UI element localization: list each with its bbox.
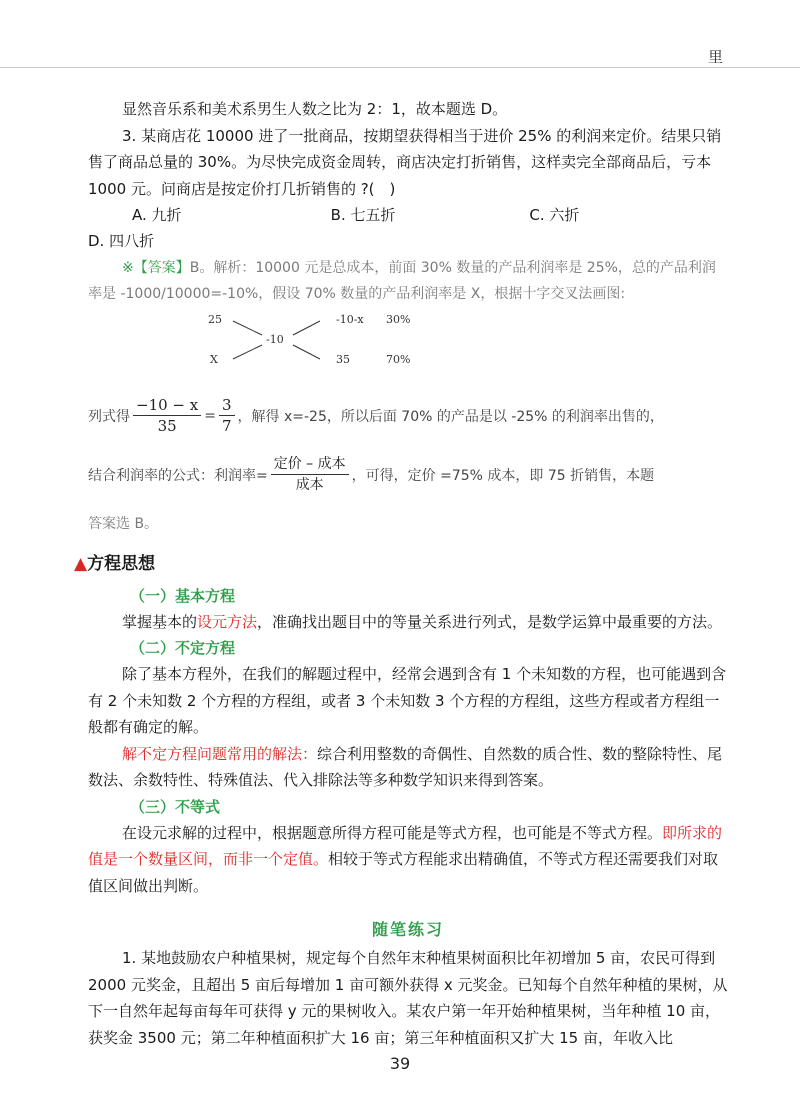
- question-3: 3. 某商店花 10000 进了一批商品，按期望获得相当于进价 25% 的利润来定价。结果只销售了商品总量的 30%。为尽快完成资金周转，商店决定打折销售，这样卖完全部商品后，亏本 1000 元。问商店是按定价打几折销售的 ?( ): [88, 126, 722, 198]
- page-number: 39: [389, 1054, 411, 1073]
- section-title: [74, 549, 728, 579]
- fraction-2-denominator: 7: [221, 417, 232, 435]
- option-c: C. 六折: [529, 206, 580, 224]
- fraction-2-numerator: 3: [219, 395, 235, 416]
- highlight-methods: 解不定方程问题常用的解法：: [122, 744, 318, 763]
- fraction-2: [219, 395, 235, 436]
- header-text: 里: [708, 48, 724, 66]
- option-b: B. 七五折: [330, 206, 396, 224]
- cross-label-top-right: -10-x: [336, 312, 364, 326]
- formula-2: [88, 449, 728, 501]
- question-3-options: [88, 202, 728, 228]
- equals-sign: =: [204, 407, 216, 424]
- subsection-3-title: （三）不等式: [130, 797, 221, 816]
- formula-1-suffix: ，解得 x=-25，所以后面 70% 的产品是以 -25% 的利润率出售的，: [237, 408, 664, 425]
- cross-label-x: X: [210, 352, 218, 366]
- formula-1: [88, 389, 728, 443]
- highlight-method: 设元方法: [197, 612, 258, 631]
- answer-mark: ※【答案】: [122, 259, 190, 276]
- section-title-text: 方程思想: [87, 553, 156, 574]
- cross-label-70pct: 70%: [386, 352, 411, 366]
- answer-text: B。解析：10000 元是总成本，前面 30% 数量的产品利润率是 25%，总的产品利润率是 -1000/10000=-10%，假设 70% 数量的产品利润率是 X，根据十字交叉法画图:: [88, 259, 716, 302]
- fraction-1: [133, 395, 201, 436]
- practice-question-1: 1. 某地鼓励农户种植果树，规定每个自然年末种植果树面积比年初增加 5 亩，农民可得到 2000 元奖金，且超出 5 亩后每增加 1 亩可额外获得 x 元奖金。已知每个自然年种植的果树，从下一自然年起每亩每年可获得 y 元的果树收入。某农户第一年开始种植果树，当年种植 10 亩，获奖金 3500 元；第二年种植面积扩大 16 亩；第三年种植面积又扩大 15 亩，年收入比: [88, 949, 728, 1047]
- fraction-1-denominator: 35: [157, 417, 177, 435]
- header-rule: [0, 67, 800, 68]
- answer-conclusion: 答案选 B。: [88, 515, 159, 532]
- formula-1-prefix: 列式得: [88, 408, 130, 425]
- cross-lines: [88, 311, 418, 371]
- page-content: [74, 96, 728, 1051]
- fraction-profit-denominator: 成本: [295, 477, 324, 493]
- fraction-1-numerator: −10 − x: [133, 395, 201, 416]
- fraction-profit: [271, 454, 349, 495]
- subsection-2-paragraph-2: 解不定方程问题常用的解法：综合利用整数的奇偶性、自然数的质合性、数的整除特性、尾数法、余数特性、特殊值法、代入排除法等多种数学知识来得到答案。: [88, 744, 723, 789]
- cross-label-25: 25: [208, 312, 222, 326]
- triangle-icon: ▲: [74, 553, 88, 574]
- subsection-2-title: （二）不定方程: [130, 639, 236, 657]
- paragraph-conclusion: 显然音乐系和美术系男生人数之比为 2：1，故本题选 D。: [122, 100, 508, 118]
- subsection-1-text: 掌握基本的设元方法，准确找出题目中的等量关系进行列式，是数学运算中最重要的方法。: [122, 612, 723, 631]
- fraction-profit-numerator: 定价 – 成本: [271, 454, 349, 475]
- formula-2-prefix: 结合利润率的公式：利润率=: [88, 467, 268, 484]
- answer-paragraph: [88, 255, 728, 307]
- highlight-interval: 即所求的值是一个数量区间，而非一个定值。: [88, 823, 723, 868]
- subsection-1-title: （一）基本方程: [130, 586, 236, 605]
- option-a: A. 九折: [132, 206, 182, 224]
- cross-label-30pct: 30%: [386, 312, 411, 326]
- cross-label-center: -10: [266, 332, 284, 346]
- subsection-3-text: 在设元求解的过程中，根据题意所得方程可能是等式方程，也可能是不等式方程。即所求的值是一个数量区间，而非一个定值。相较于等式方程能求出精确值，不等式方程还需要我们对取值区间做出判断。: [88, 823, 723, 895]
- cross-label-35: 35: [336, 352, 350, 366]
- practice-title: 随笔练习: [371, 920, 444, 939]
- cross-diagram: [88, 311, 728, 389]
- formula-2-suffix: ，可得，定价 =75% 成本，即 75 折销售，本题: [351, 467, 655, 484]
- option-d: D. 四八折: [88, 232, 155, 250]
- subsection-2-paragraph-1: 除了基本方程外，在我们的解题过程中，经常会遇到含有 1 个未知数的方程，也可能遇到含有 2 个未知数 2 个方程的方程组，或者 3 个未知数 3 个方程的方程组，这些方程或者方程组一般都有确定的解。: [88, 665, 727, 736]
